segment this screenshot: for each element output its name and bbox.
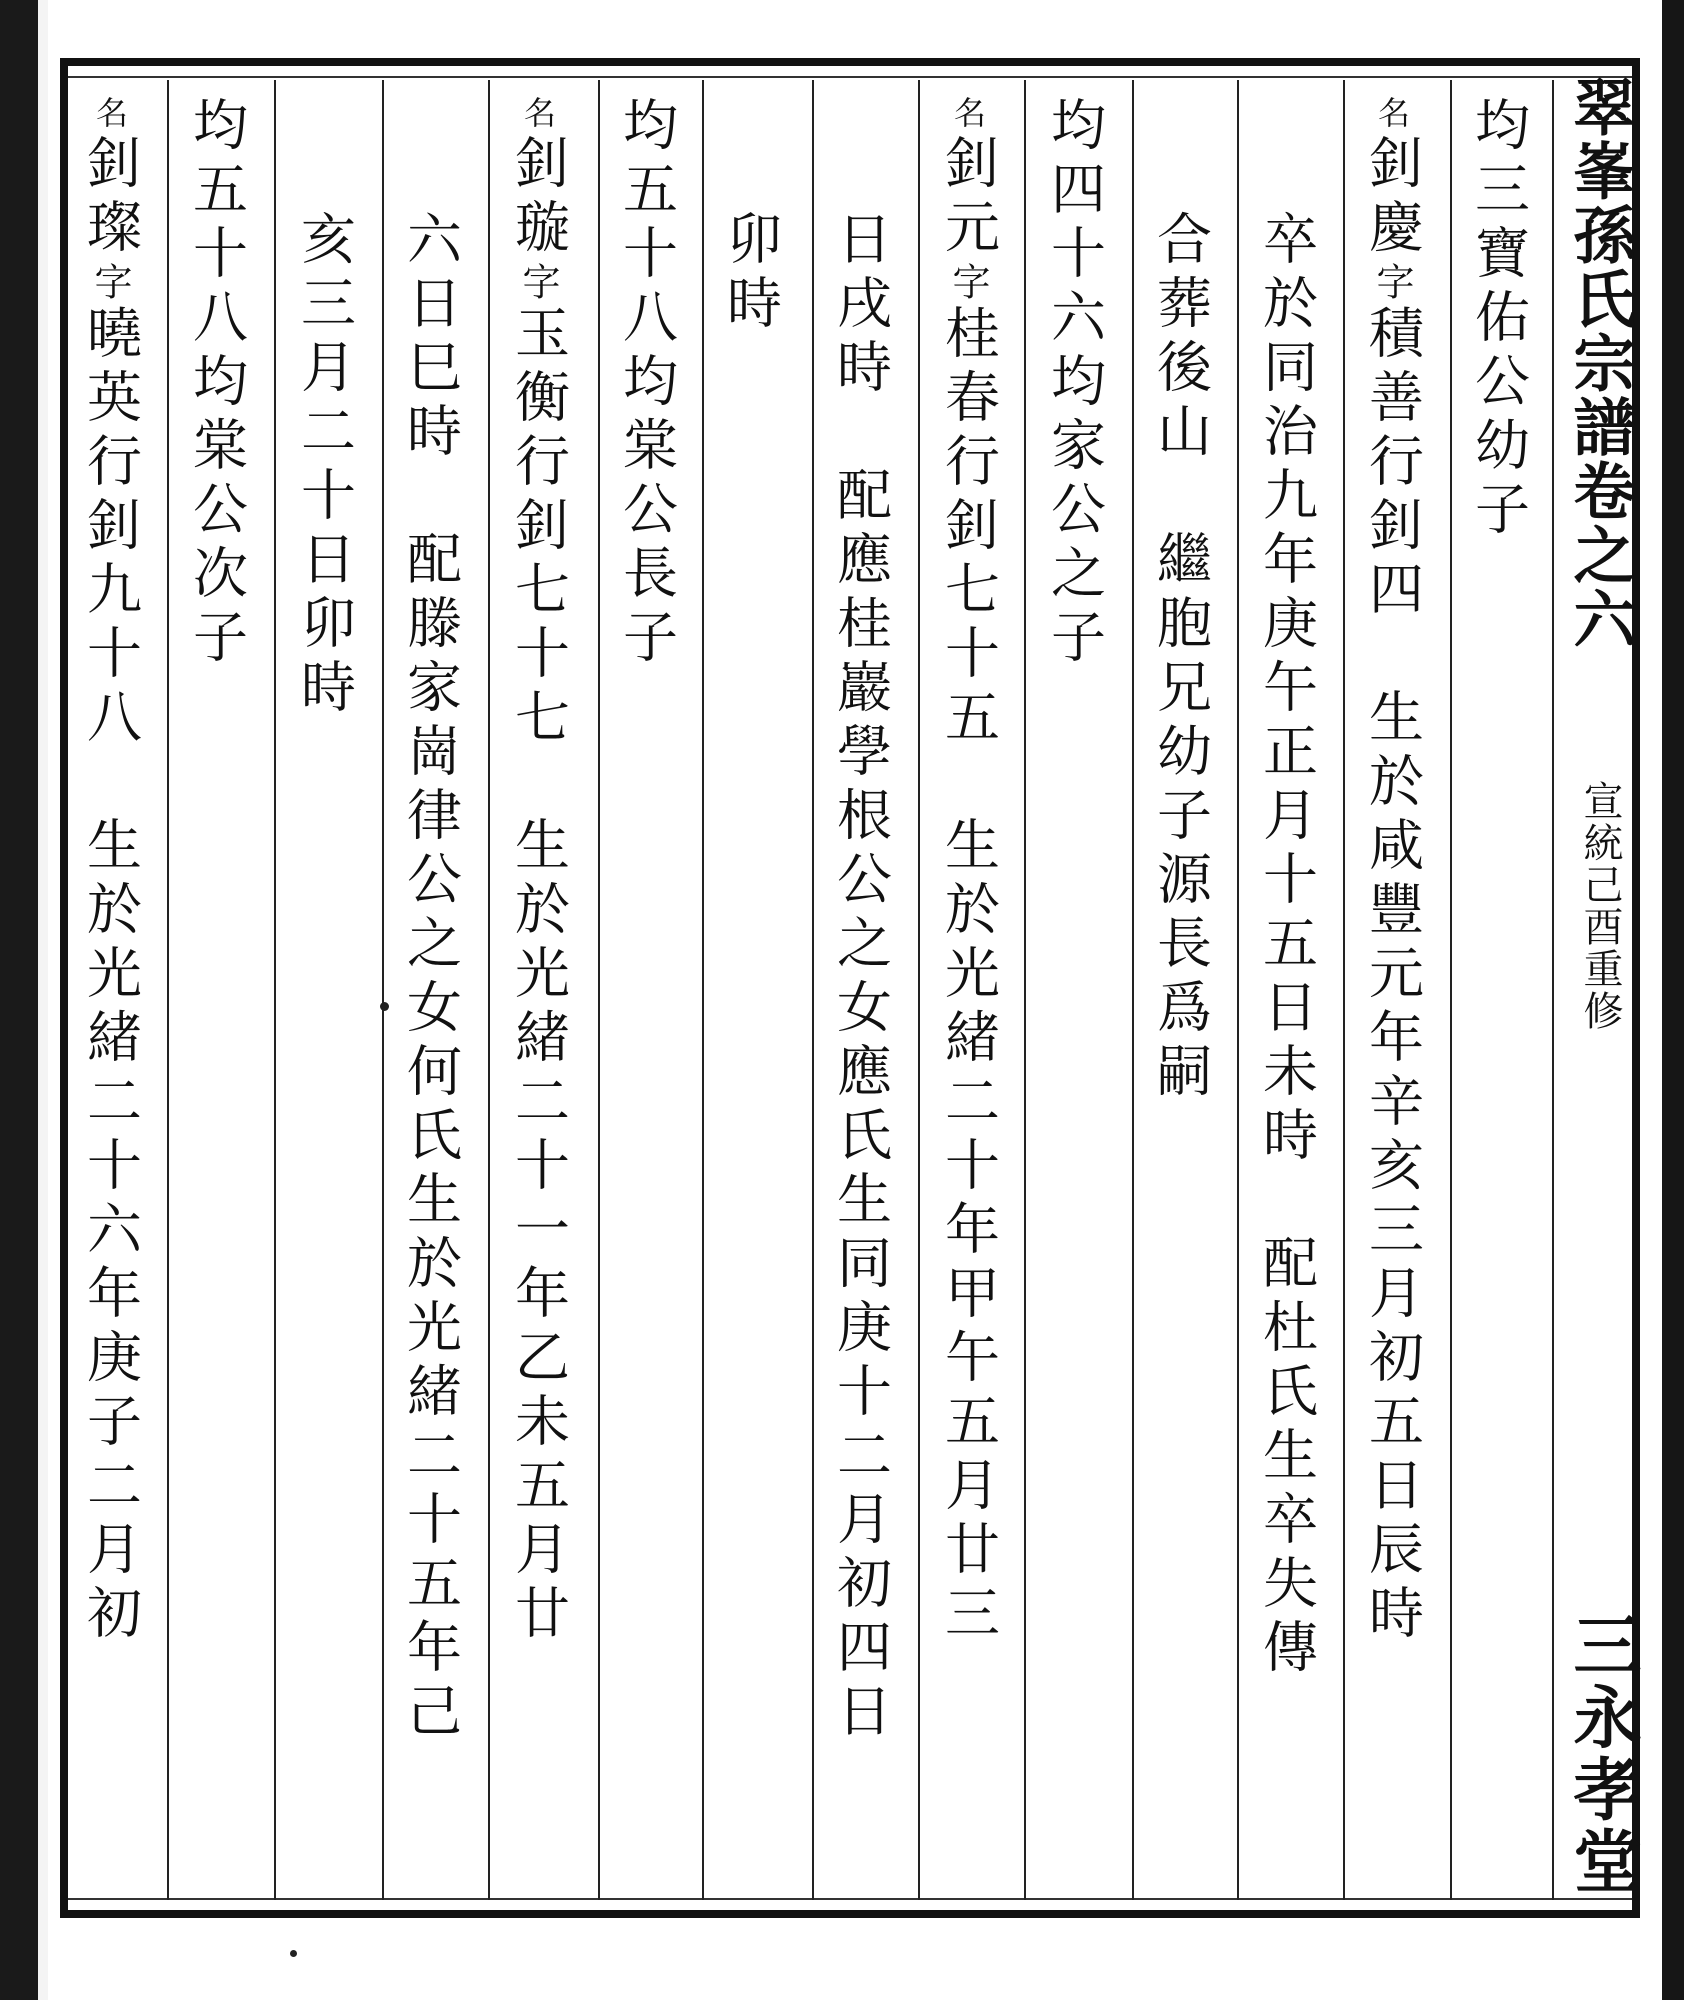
- column-rule: [1132, 80, 1134, 1900]
- edition-note: 宣統己酉重修: [1577, 780, 1623, 1032]
- entry-details: 曉英行釗九十八 生於光緒二十六年庚子二月初: [78, 304, 142, 1648]
- entry-details: 積善行釗四 生於咸豐元年辛亥三月初五日辰時: [1360, 304, 1424, 1648]
- page-number: 三: [1562, 1610, 1642, 1682]
- scan-edge-right: [1662, 0, 1684, 2000]
- column-rule: [274, 80, 276, 1900]
- column-rule: [1343, 80, 1345, 1900]
- column-rule: [488, 80, 490, 1900]
- entry-name: 釗璨: [78, 134, 142, 262]
- entry-heading: 均四十六均家公之子: [1042, 96, 1106, 672]
- entry-name-line: [506, 96, 570, 1648]
- courtesy-mark: 字: [88, 262, 132, 304]
- page-number-hall: [1562, 1610, 1642, 1898]
- column-rule: [918, 80, 920, 1900]
- scan-margin-left: [38, 0, 48, 2000]
- column-rule: [1450, 80, 1452, 1900]
- entry-line: 亥三月二十日卯時: [292, 210, 356, 722]
- entry-name: 釗璇: [506, 134, 570, 262]
- name-prefix: 名: [1373, 96, 1411, 134]
- name-prefix: 名: [949, 96, 987, 134]
- frame-inner-line-top: [68, 76, 1632, 78]
- courtesy-mark: 字: [1370, 262, 1414, 304]
- frame-inner-line-bottom: [68, 1898, 1632, 1900]
- entry-name: 釗元: [936, 134, 1000, 262]
- entry-heading: 均三寶佑公幼子: [1466, 96, 1530, 544]
- entry-line: 合葬後山 繼胞兄幼子源長爲嗣: [1148, 210, 1212, 1106]
- entry-line: 日戌時 配應桂巖學根公之女應氏生同庚十二月初四日: [828, 210, 892, 1746]
- courtesy-mark: 字: [516, 262, 560, 304]
- entry-name-line: [78, 96, 142, 1648]
- column-rule: [167, 80, 169, 1900]
- ink-speck: [290, 1950, 297, 1957]
- entry-name: 釗慶: [1360, 134, 1424, 262]
- entry-line: 六日巳時 配滕家崗律公之女何氏生於光緒二十五年己: [398, 210, 462, 1746]
- hall-name: 永孝堂: [1562, 1682, 1642, 1898]
- column-rule: [1024, 80, 1026, 1900]
- entry-details: 玉衡行釗七十七 生於光緒二十一年乙未五月廿: [506, 304, 570, 1648]
- entry-heading: 均五十八均棠公長子: [614, 96, 678, 672]
- column-rule: [812, 80, 814, 1900]
- scan-edge-left: [0, 0, 38, 2000]
- entry-line: 卯時: [718, 210, 782, 338]
- entry-line: 卒於同治九年庚午正月十五日未時 配杜氏生卒失傳: [1254, 210, 1318, 1682]
- entry-name-line: [1360, 96, 1424, 1648]
- entry-heading: 均五十八均棠公次子: [184, 96, 248, 672]
- column-rule: [702, 80, 704, 1900]
- entry-name-line: [936, 96, 1000, 1648]
- name-prefix: 名: [91, 96, 129, 134]
- column-rule: [382, 80, 384, 1900]
- column-rule: [1237, 80, 1239, 1900]
- volume-label: 卷之六: [1563, 459, 1636, 651]
- courtesy-mark: 字: [946, 262, 990, 304]
- margin-rule: [1552, 80, 1554, 1900]
- entry-details: 桂春行釗七十五 生於光緒二十年甲午五月廿三: [936, 304, 1000, 1648]
- name-prefix: 名: [519, 96, 557, 134]
- book-title: 翠峯孫氏宗譜卷之六: [1563, 75, 1636, 651]
- column-rule: [598, 80, 600, 1900]
